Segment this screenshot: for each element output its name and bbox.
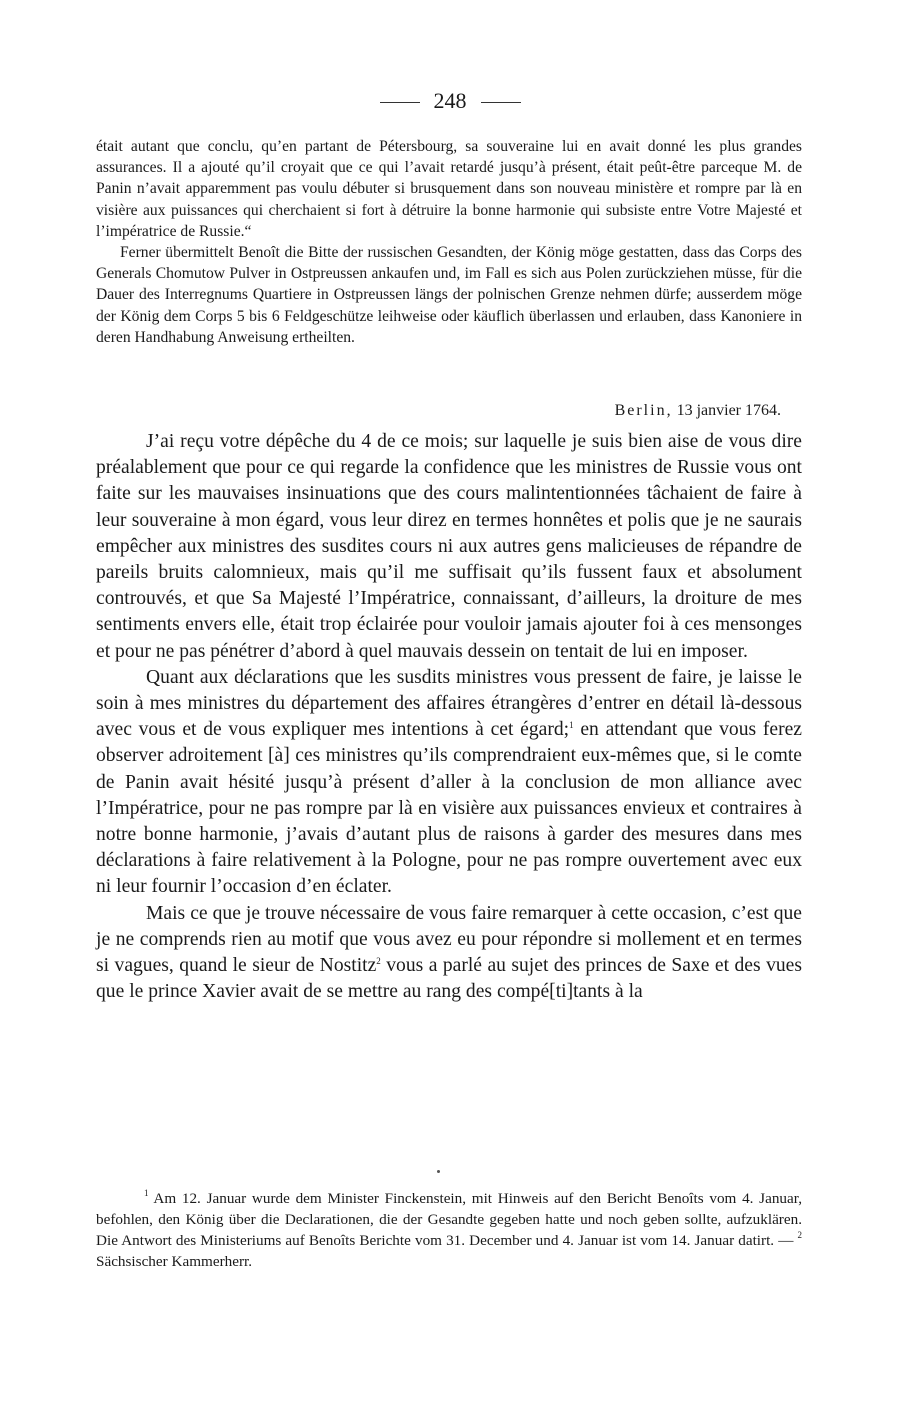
page-header xyxy=(0,88,900,114)
footnote-1: Am 12. Januar wurde dem Minister Finckenstein, mit Hinweis auf den Bericht Benoîts vom 4. Januar, befohlen, den König über die Declarationen, die der Gesandte gegeben hatte und noch geben sollte, aufzuklären. Die Antwort des Ministeriums auf Benoîts Berichte vom 31. December und 4. Januar ist vom 14. Januar datirt. — xyxy=(96,1190,802,1249)
intro-text xyxy=(96,136,802,348)
letter-body xyxy=(96,429,802,1005)
footnote-mark-2: 2 xyxy=(797,1230,802,1240)
footnote-separator xyxy=(437,1170,440,1173)
letter-paragraph-3 xyxy=(96,901,802,1006)
dateline-place: Berlin, xyxy=(614,402,673,419)
footnotes xyxy=(96,1188,802,1272)
footnote-text xyxy=(96,1188,802,1272)
intro-paragraph-2: Ferner übermittelt Benoît die Bitte der russischen Gesandten, der König möge gestatten, dass das Corps des Generals Chomutow Pulver in Ostpreussen ankaufen und, im Fall es sich aus Polen zurückziehen müsse, für die Dauer des Interregnums Quartiere in Ostpreussen längs der polnischen Grenze nehmen dürfe; ausserdem möge der König dem Corps 5 bis 6 Feldgeschütze leihweise oder käuflich überlassen und erlauben, dass Kanoniere in deren Handhabung Anweisung ertheilten. xyxy=(96,244,802,346)
footnote-2: Sächsischer Kammerherr. xyxy=(96,1253,253,1270)
letter-paragraph-2-part-b: en attendant que vous ferez observer adroitement [à] ces ministres qu’ils comprendraient eux-mêmes que, si le comte de Panin avait hésité jusqu’à présent d’aller à la conclusion de mon alliance avec l’Impératrice, pour ne pas rompre par là en visière aux puissances envieux et contraires à notre bonne harmonie, j’avais d’autant plus de raisons à garder des mesures dans mes déclarations à faire relativement à la Pologne, pour ne pas rompre ouvertement avec eux ni leur fournir l’occasion d’en éclater. xyxy=(96,719,802,898)
header-rule-left xyxy=(380,102,420,103)
page-number: 248 xyxy=(433,88,467,113)
header-rule-right xyxy=(481,102,521,103)
letter-paragraph-2-part-a: Quant aux déclarations que les susdits ministres vous pressent de faire, je laisse le soin à mes ministres du département des affaires étrangères d’entrer en détail là-dessous avec vous et de vous expliquer mes intentions à cet égard; xyxy=(96,666,802,741)
dateline-date: 13 janvier 1764. xyxy=(676,402,781,419)
dateline xyxy=(96,400,781,422)
letter-paragraph-3-part-b: vous a parlé au sujet des princes de Saxe et des vues que le prince Xavier avait de se mettre au rang des compé[ti]tants à la xyxy=(96,955,802,1003)
letter-paragraph-2 xyxy=(96,665,802,901)
footnote-ref-2: 2 xyxy=(376,956,381,967)
footnote-mark-1: 1 xyxy=(144,1188,149,1198)
letter-paragraph-1: J’ai reçu votre dépêche du 4 de ce mois; sur laquelle je suis bien aise de vous dire préalablement que pour ce qui regarde la confidence que les ministres de Russie vous ont faite sur les mauvaises insinuations que des cours malintentionnées tâchaient de faire à leur souveraine à mon égard, vous leur direz en termes honnêtes et polis que je ne saurais empêcher aux ministres des susdites cours ni aux autres gens malicieuses de répandre de pareils bruits calomnieux, mais qu’il me suffisait qu’ils fussent faux et absolument controuvés, et que Sa Majesté l’Impératrice, connaissant, d’ailleurs, la droiture de mes sentiments envers elle, était trop éclairée pour vouloir jamais ajouter foi à ces mensonges et pour ne pas pénétrer d’abord à quel mauvais dessein on tentait de lui en imposer. xyxy=(96,431,802,662)
intro-paragraph-1: était autant que conclu, qu’en partant de Pétersbourg, sa souveraine lui en avait donné les plus grandes assurances. Il a ajouté qu’il croyait que ce qui l’avait retardé jusqu’à présent, était peût-être parceque M. de Panin n’avait apparemment pas voulu débuter si brusquement dans son nouveau ministère et rompre par là en visière aux puissances qui cherchaient si fort à détruire la bonne harmonie qui subsiste entre Votre Majesté et l’impératrice de Russie.“ xyxy=(96,138,802,240)
footnote-ref-1: 1 xyxy=(569,720,574,731)
letter-paragraph-3-part-a: Mais ce que je trouve nécessaire de vous faire remarquer à cette occasion, c’est que je ne comprends rien au motif que vous avez eu pour répondre si mollement et en termes si vagues, quand le sieur de Nostitz xyxy=(96,902,802,977)
